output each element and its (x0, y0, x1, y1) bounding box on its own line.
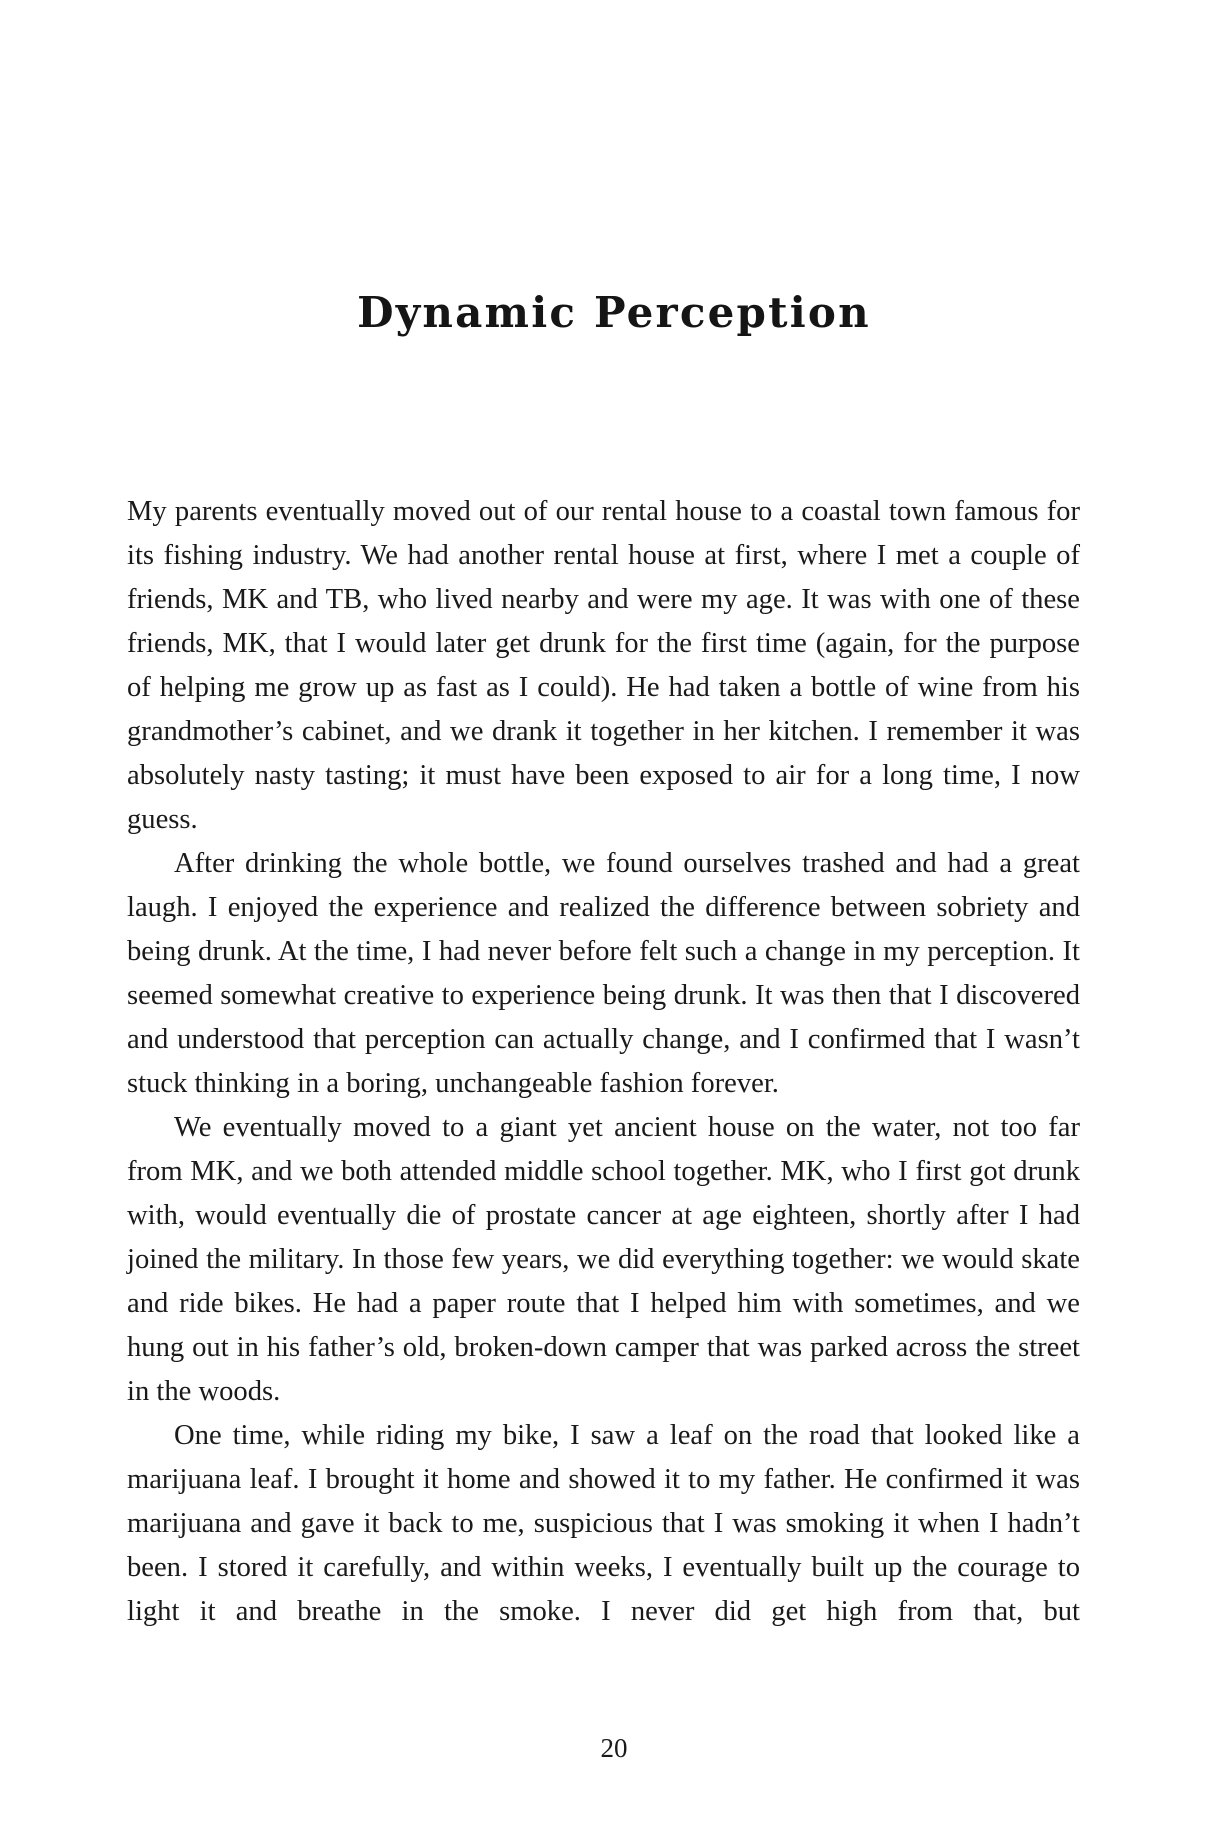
chapter-title: Dynamic Perception (357, 288, 871, 337)
body-text (127, 490, 1080, 1634)
paragraph: After drinking the whole bottle, we found ourselves trashed and had a great laugh. I enjoyed the experience and realized the difference between sobriety and being drunk. At the time, I had never before felt such a change in my perception. It seemed somewhat creative to experience being drunk. It was then that I discovered and understood that perception can actually change, and I confirmed that I wasn’t stuck thinking in a boring, unchangeable fashion forever. (127, 848, 1080, 1099)
paragraph: My parents eventually moved out of our rental house to a coastal town famous for its fishing industry. We had another rental house at first, where I met a couple of friends, MK and TB, who lived nearby and were my age. It was with one of these friends, MK, that I would later get drunk for the first time (again, for the purpose of helping me grow up as fast as I could). He had taken a bottle of wine from his grandmother’s cabinet, and we drank it together in her kitchen. I remember it was absolutely nasty tasting; it must have been exposed to air for a long time, I now guess. (127, 496, 1080, 835)
paragraph: We eventually moved to a giant yet ancient house on the water, not too far from MK, and we both attended middle school together. MK, who I first got drunk with, would eventually die of prostate cancer at age eighteen, shortly after I had joined the military. In those few years, we did everything together: we would skate and ride bikes. He had a paper route that I helped him with sometimes, and we hung out in his father’s old, broken-down camper that was parked across the street in the woods. (127, 1112, 1080, 1407)
page-number: 20 (600, 1733, 628, 1763)
paragraph: One time, while riding my bike, I saw a leaf on the road that looked like a marijuana leaf. I brought it home and showed it to my father. He confirmed it was marijuana and gave it back to me, suspicious that I was smoking it when I hadn’t been. I stored it carefully, and within weeks, I eventually built up the courage to light it and breathe in the smoke. I never did get high from that, but (127, 1420, 1080, 1627)
